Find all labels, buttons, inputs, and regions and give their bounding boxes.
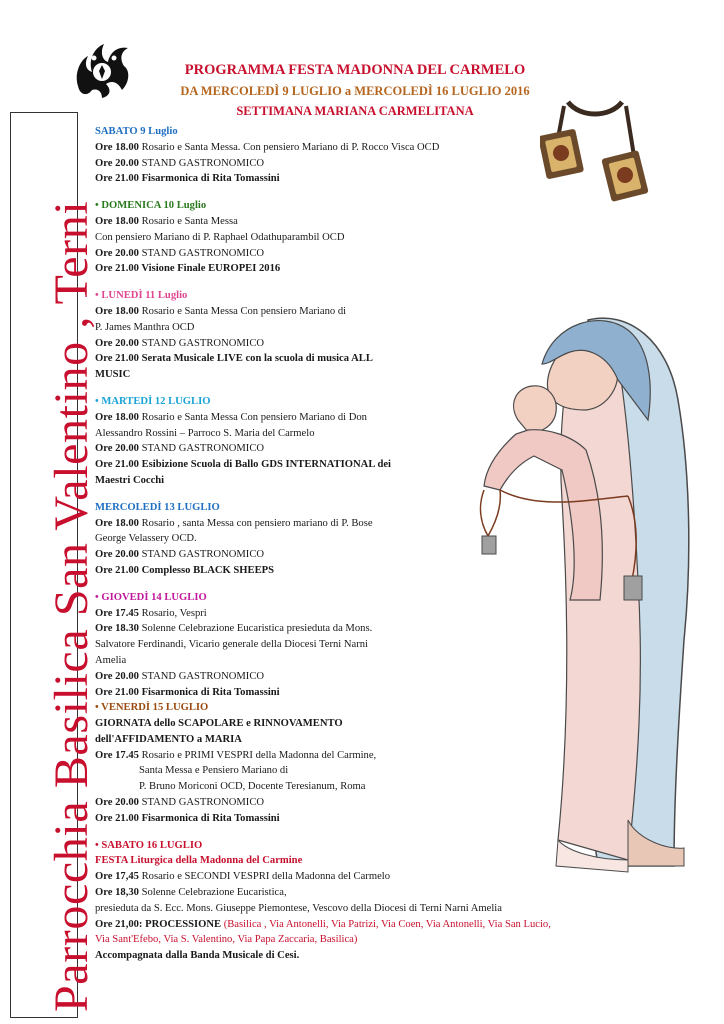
event-time: Ore 21.00 <box>95 686 139 698</box>
schedule-line <box>95 763 655 779</box>
schedule-line <box>95 304 655 320</box>
day-block <box>95 838 655 964</box>
schedule-line <box>95 320 655 336</box>
event-highlight: Serata Musicale LIVE con la scuola di musica ALL <box>138 353 373 365</box>
schedule-line <box>95 779 655 795</box>
event-time: Ore 18.00 <box>95 411 139 423</box>
schedule-line <box>95 516 655 532</box>
event-text: STAND GASTRONOMICO <box>138 443 265 455</box>
event-highlight: dell'AFFIDAMENTO a MARIA <box>95 733 242 745</box>
event-text: STAND GASTRONOMICO <box>138 337 265 349</box>
day-title: • DOMENICA 10 Luglio <box>95 200 207 212</box>
schedule-line <box>95 885 655 901</box>
event-time: Ore 21.00 <box>95 459 139 471</box>
event-text: Solenne Celebrazione Eucaristica presieduta da Mons. <box>138 623 373 635</box>
event-time: Ore 20.00 <box>95 670 139 682</box>
event-time: Ore 18.00 <box>95 305 139 317</box>
day-block <box>95 500 655 579</box>
event-text: Rosario e Santa Messa Con pensiero Mariano di Don <box>138 411 367 423</box>
event-highlight: Accompagnata dalla Banda Musicale di Cesi. <box>95 950 300 962</box>
event-time: Ore 18,30 <box>95 887 139 899</box>
schedule-line <box>95 948 655 964</box>
procession-route: (Basilica , Via Antonelli, Via Patrizi, Via Coen, Via Antonelli, Via San Lucio, <box>221 918 551 930</box>
schedule-line <box>95 685 655 701</box>
schedule-line <box>95 473 655 489</box>
schedule-line <box>95 853 655 869</box>
schedule-line <box>95 457 655 473</box>
event-text: George Velassery OCD. <box>95 533 197 545</box>
procession-route: Via Sant'Efebo, Via S. Valentino, Via Papa Zaccaria, Basilica) <box>95 934 358 946</box>
event-highlight: GIORNATA dello SCAPOLARE e RINNOVAMENTO <box>95 718 343 730</box>
day-title: • GIOVEDÌ 14 LUGLIO <box>95 591 207 603</box>
event-time: Ore 17.45 <box>95 607 139 619</box>
day-title: • MARTEDÌ 12 LUGLIO <box>95 395 211 407</box>
event-highlight: Maestri Cocchi <box>95 474 165 486</box>
schedule-line <box>95 246 655 262</box>
schedule-line <box>95 748 655 764</box>
event-highlight: Fisarmonica di Rita Tomassini <box>138 812 280 824</box>
schedule-line <box>95 637 655 653</box>
event-highlight: Visione Finale EUROPEI 2016 <box>138 263 281 275</box>
day-block <box>95 590 655 701</box>
day-block <box>95 198 655 277</box>
event-time: Ore 18.00 <box>95 215 139 227</box>
event-text: P. James Manthra OCD <box>95 321 195 333</box>
day-block <box>95 288 655 383</box>
event-highlight: Fisarmonica di Rita Tomassini <box>138 173 280 185</box>
event-time: Ore 18.30 <box>95 623 139 635</box>
feast-title: FESTA Liturgica della Madonna del Carmine <box>95 855 303 867</box>
schedule-line <box>95 230 655 246</box>
event-text: STAND GASTRONOMICO <box>138 157 265 169</box>
schedule-line <box>95 351 655 367</box>
event-text: STAND GASTRONOMICO <box>138 247 265 259</box>
program-header <box>140 60 570 120</box>
event-text: Solenne Celebrazione Eucaristica, <box>138 887 287 899</box>
event-time: Ore 17.45 <box>95 749 139 761</box>
schedule-line <box>95 795 655 811</box>
schedule-line <box>95 367 655 383</box>
day-block <box>95 700 655 826</box>
schedule-line <box>95 547 655 563</box>
event-highlight: Complesso BLACK SHEEPS <box>138 564 275 576</box>
event-time: Ore 18.00 <box>95 141 139 153</box>
schedule-line <box>95 426 655 442</box>
schedule-line <box>95 140 655 156</box>
event-time: Ore 20.00 <box>95 549 139 561</box>
event-time: Ore 20.00 <box>95 157 139 169</box>
parish-title: Parrocchia Basilica San Valentino , Terni <box>45 200 98 1012</box>
schedule-line <box>95 732 655 748</box>
event-text: Salvatore Ferdinandi, Vicario generale della Diocesi Terni Narni <box>95 639 368 651</box>
day-block <box>95 394 655 489</box>
schedule-line <box>95 901 655 917</box>
event-text: Amelia <box>95 654 127 666</box>
day-title: • SABATO 16 LUGLIO <box>95 839 203 851</box>
event-text: STAND GASTRONOMICO <box>138 549 265 561</box>
header-title: PROGRAMMA FESTA MADONNA DEL CARMELO <box>184 62 526 78</box>
event-time: Ore 20.00 <box>95 797 139 809</box>
event-text: Rosario e PRIMI VESPRI della Madonna del Carmine, <box>138 749 377 761</box>
schedule-line <box>95 563 655 579</box>
schedule-line <box>95 156 655 172</box>
header-dates: DA MERCOLEDÌ 9 LUGLIO a MERCOLEDÌ 16 LUGLIO 2016 <box>180 84 530 98</box>
event-text: Alessandro Rossini – Parroco S. Maria del Carmelo <box>95 427 315 439</box>
event-time: Ore 21.00 <box>95 263 139 275</box>
schedule-line <box>95 869 655 885</box>
schedule-line <box>95 932 655 948</box>
event-text: P. Bruno Moriconi OCD, Docente Teresianum, Roma <box>139 781 366 793</box>
event-text: Rosario e SECONDI VESPRI della Madonna del Carmelo <box>138 871 391 883</box>
schedule-line <box>95 261 655 277</box>
event-time: Ore 21.00 <box>95 173 139 185</box>
schedule-line <box>95 716 655 732</box>
event-text: Santa Messa e Pensiero Mariano di <box>139 765 289 777</box>
day-title: • LUNEDÌ 11 Luglio <box>95 290 188 302</box>
schedule-line <box>95 606 655 622</box>
schedule-line <box>95 621 655 637</box>
event-time: Ore 17,45 <box>95 871 139 883</box>
day-title: SABATO 9 Luglio <box>95 126 178 137</box>
schedule-line <box>95 531 655 547</box>
carmelite-emblem-icon <box>72 38 134 100</box>
schedule-line <box>95 336 655 352</box>
day-title: • VENERDÌ 15 LUGLIO <box>95 702 209 714</box>
event-text: Rosario e Santa Messa <box>138 215 238 227</box>
event-time: Ore 18.00 <box>95 517 139 529</box>
event-time: Ore 21.00 <box>95 353 139 365</box>
event-time: Ore 20.00 <box>95 337 139 349</box>
schedule-line <box>95 171 655 187</box>
program-schedule <box>95 124 655 964</box>
event-text: Rosario , santa Messa con pensiero mariano di P. Bose <box>138 517 373 529</box>
schedule-line <box>95 214 655 230</box>
event-highlight: Fisarmonica di Rita Tomassini <box>138 686 280 698</box>
event-text: Rosario, Vespri <box>138 607 207 619</box>
event-time: Ore 21.00 <box>95 812 139 824</box>
schedule-line <box>95 441 655 457</box>
schedule-line <box>95 653 655 669</box>
day-title: MERCOLEDÌ 13 LUGLIO <box>95 501 220 513</box>
event-highlight: PROCESSIONE <box>142 918 222 930</box>
event-text: Con pensiero Mariano di P. Raphael Odathuparambil OCD <box>95 231 345 243</box>
event-text: STAND GASTRONOMICO <box>138 670 265 682</box>
header-subtitle: SETTIMANA MARIANA CARMELITANA <box>236 104 474 118</box>
event-time: Ore 21,00: <box>95 918 143 930</box>
event-text: Rosario e Santa Messa. Con pensiero Mariano di P. Rocco Visca OCD <box>138 141 440 153</box>
event-time: Ore 20.00 <box>95 247 139 259</box>
event-text: presieduta da S. Ecc. Mons. Giuseppe Piemontese, Vescovo della Diocesi di Terni Narni Amelia <box>95 902 502 914</box>
schedule-line <box>95 811 655 827</box>
schedule-line <box>95 669 655 685</box>
schedule-line <box>95 917 655 933</box>
schedule-line <box>95 410 655 426</box>
event-text: Rosario e Santa Messa Con pensiero Mariano di <box>138 305 347 317</box>
day-block <box>95 124 655 187</box>
event-highlight: Esibizione Scuola di Ballo GDS INTERNATIONAL dei <box>138 459 391 471</box>
event-time: Ore 21.00 <box>95 564 139 576</box>
event-highlight: MUSIC <box>95 369 131 381</box>
event-text: STAND GASTRONOMICO <box>138 797 265 809</box>
event-time: Ore 20.00 <box>95 443 139 455</box>
